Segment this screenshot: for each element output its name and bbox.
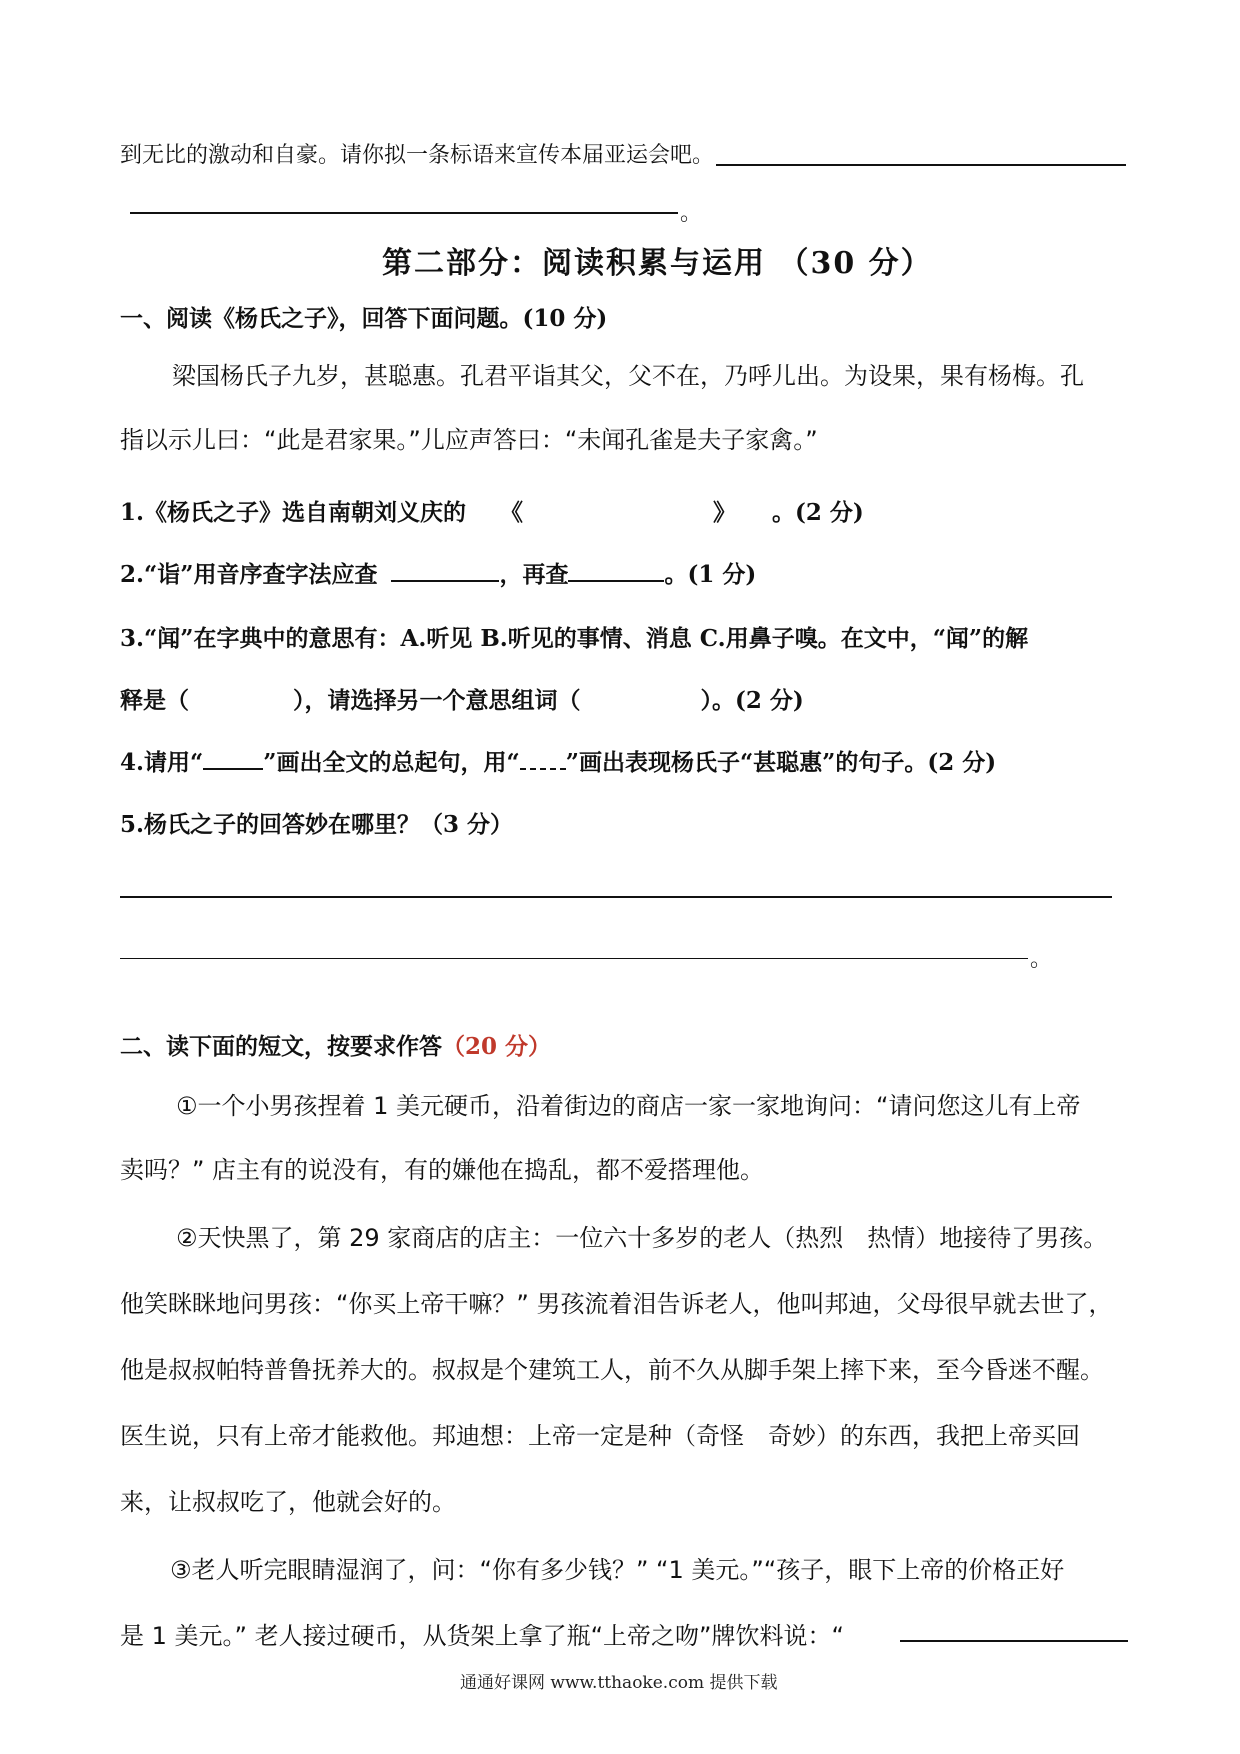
question-5: 5.杨氏之子的回答妙在哪里？（3 分） [120, 811, 514, 838]
underline-mark-wavy [520, 767, 566, 770]
section1-heading: 一、阅读《杨氏之子》，回答下面问题。(10 分) [120, 305, 608, 332]
story-p3-line-2: 是 1 美元。” 老人接过硬币，从货架上拿了瓶“上帝之吻”牌饮料说：“ [120, 1622, 844, 1650]
underline-mark-straight [203, 767, 263, 770]
story-p2-line-2: 他笑眯眯地问男孩：“你买上帝干嘛？” 男孩流着泪告诉老人，他叫邦迪，父母很早就去世了， [120, 1290, 1113, 1318]
story-p2-line-5: 来，让叔叔吃了，他就会好的。 [120, 1488, 456, 1516]
intro-text: 到无比的激动和自豪。请你拟一条标语来宣传本届亚运会吧。 [120, 143, 715, 168]
story-p2-line-3: 他是叔叔帕特普鲁抚养大的。叔叔是个建筑工人，前不久从脚手架上摔下来，至今昏迷不醒。 [120, 1356, 1104, 1384]
answer-blank-story[interactable] [900, 1640, 1128, 1642]
story-p1-line-1: ①一个小男孩捏着 1 美元硬币，沿着街边的商店一家一家地询问：“请问您这儿有上帝 [176, 1092, 1081, 1120]
intro-line-2-end: 。 [680, 201, 703, 226]
passage-line-2: 指以示儿曰：“此是君家果。”儿应声答曰：“未闻孔雀是夫子家禽。” [120, 426, 818, 454]
section2-score: （20 分） [442, 1033, 552, 1060]
answer-end-mark: 。 [1030, 947, 1053, 972]
intro-line-1 [120, 138, 714, 169]
answer-blank-letter[interactable] [391, 579, 499, 582]
answer-line-q5-2[interactable] [120, 958, 1028, 959]
story-p1-line-2: 卖吗？” 店主有的说没有，有的嫌他在捣乱，都不爱搭理他。 [120, 1156, 765, 1184]
story-p2-line-4: 医生说，只有上帝才能救他。邦迪想：上帝一定是种（奇怪 奇妙）的东西，我把上帝买回 [120, 1422, 1080, 1450]
question-3-line-1: 3.“闻”在字典中的意思有：A.听见 B.听见的事情、消息 C.用鼻子嗅。在文中，“闻”的解 [120, 625, 1029, 652]
answer-line-q5-1[interactable] [120, 896, 1112, 898]
answer-blank-slogan-1 [716, 164, 1126, 166]
story-p2-line-1: ②天快黑了，第 29 家商店的店主：一位六十多岁的老人（热烈 热情）地接待了男孩。 [176, 1224, 1108, 1252]
part2-title: 第二部分：阅读积累与运用 （30 分） [382, 246, 933, 281]
passage-line-1: 梁国杨氏子九岁，甚聪惠。孔君平诣其父，父不在，乃呼儿出。为设果，果有杨梅。孔 [172, 362, 1084, 390]
question-4: 4.请用“ ”画出全文的总起句，用“ ”画出表现杨氏子“甚聪惠”的句子。(2 分) [120, 749, 997, 776]
answer-blank-syllable[interactable] [568, 579, 664, 582]
page-footer: 通通好课网 www.tthaoke.com 提供下载 [460, 1673, 778, 1693]
question-1: 1.《杨氏之子》选自南朝刘义庆的 《 》 。(2 分) [120, 499, 864, 526]
answer-blank-slogan-2 [130, 212, 678, 214]
story-p3-line-1: ③老人听完眼睛湿润了，问：“你有多少钱？” “1 美元。”“孩子，眼下上帝的价格正好 [170, 1556, 1065, 1584]
question-3-line-2: 释是（ ），请选择另一个意思组词（ ）。(2 分) [120, 687, 804, 714]
section2-heading: 二、读下面的短文，按要求作答（20 分） [120, 1033, 552, 1060]
question-2: 2.“诣”用音序查字法应查 ，再查 。(1 分) [120, 561, 757, 588]
